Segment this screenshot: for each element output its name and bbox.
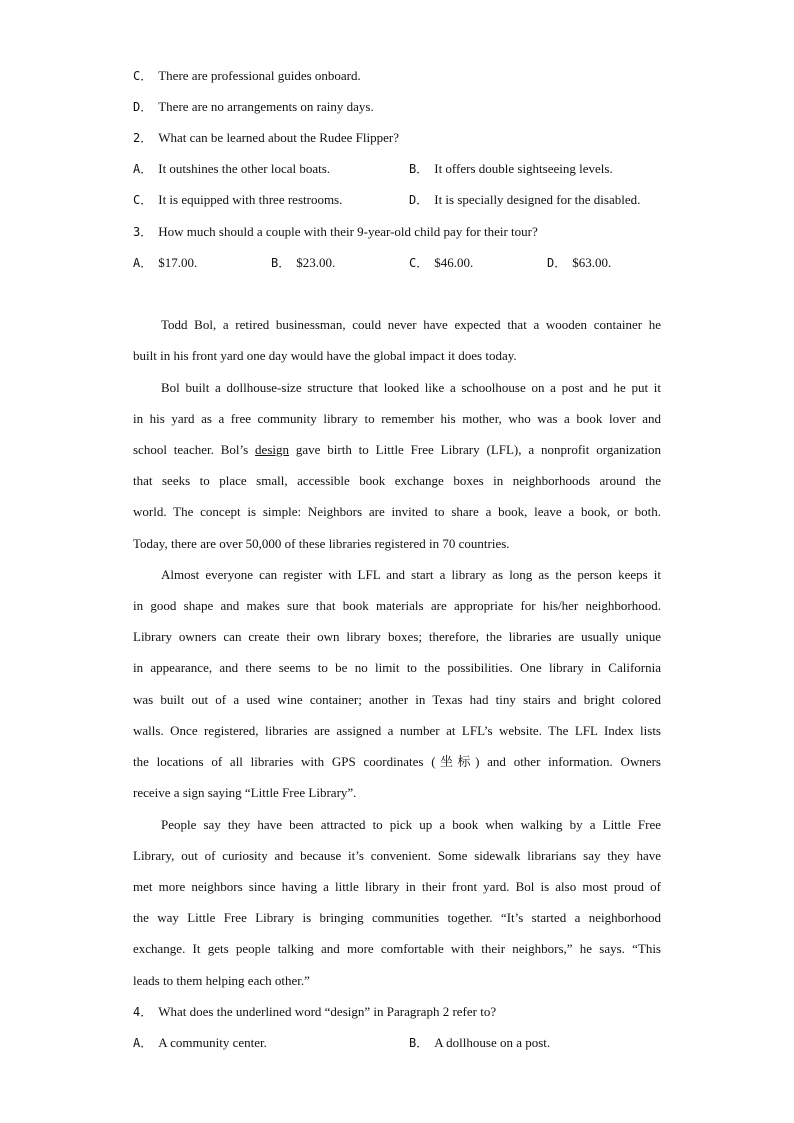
option-label: B． [271, 256, 291, 270]
option-label: C． [133, 193, 153, 207]
option-text: A dollhouse on a post. [434, 1035, 551, 1050]
passage-line: Library owners can create their own library boxes; therefore, the libraries are usually unique [133, 629, 661, 644]
question-number: 2． [133, 131, 153, 145]
passage-line: the way Little Free Library is bringing communities together. “It’s started a neighborhood [133, 910, 661, 925]
passage-line: was built out of a used wine container; another in Texas had tiny stairs and bright colored [133, 692, 661, 707]
q3-question [133, 224, 538, 240]
passage-line: built in his front yard one day would have the global impact it does today. [133, 348, 517, 363]
question-text: How much should a couple with their 9-year-old child pay for their tour? [158, 224, 538, 239]
passage-line: Almost everyone can register with LFL and start a library as long as the person keeps it [161, 567, 661, 582]
passage-line: the locations of all libraries with GPS coordinates (坐标) and other information. Owners [133, 754, 661, 769]
q3-option-a [133, 255, 197, 271]
passage-line: receive a sign saying “Little Free Library”. [133, 785, 357, 800]
q3-option-d [547, 255, 611, 271]
q2-option-a [133, 161, 330, 177]
passage-line: world. The concept is simple: Neighbors are invited to share a book, leave a book, or both. [133, 504, 661, 519]
passage-line: Bol built a dollhouse-size structure that looked like a schoolhouse on a post and he put it [161, 380, 661, 395]
passage-line: Library, out of curiosity and because it’s convenient. Some sidewalk librarians say they have [133, 848, 661, 863]
passage-line: walls. Once registered, libraries are assigned a number at LFL’s website. The LFL Index lists [133, 723, 661, 738]
option-label: A． [133, 1036, 153, 1050]
option-label: D． [409, 193, 429, 207]
passage-line: in good shape and makes sure that book materials are appropriate for his/her neighborhood. [133, 598, 661, 613]
option-label: B． [409, 1036, 429, 1050]
q1-option-c [133, 68, 361, 84]
passage-line: in appearance, and there seems to be no limit to the possibilities. One library in California [133, 660, 661, 675]
option-text: $63.00. [572, 255, 612, 270]
text-segment: gave birth to Little Free Library (LFL), a nonprofit organization [289, 442, 661, 457]
passage-line: that seeks to place small, accessible book exchange boxes in neighborhoods around the [133, 473, 661, 488]
question-text: What does the underlined word “design” in Paragraph 2 refer to? [158, 1004, 497, 1019]
passage-line: Today, there are over 50,000 of these libraries registered in 70 countries. [133, 536, 510, 551]
q3-option-b [271, 255, 335, 271]
q2-option-c [133, 192, 342, 208]
question-text: What can be learned about the Rudee Flipper? [158, 130, 399, 145]
option-label: D． [133, 100, 153, 114]
passage-line: exchange. It gets people talking and more comfortable with their neighbors,” he says. “This [133, 941, 661, 956]
option-label: C． [133, 69, 153, 83]
option-text: It offers double sightseeing levels. [434, 161, 613, 176]
q3-option-c [409, 255, 473, 271]
passage-line: met more neighbors since having a little library in their front yard. Bol is also most proud of [133, 879, 661, 894]
option-label: D． [547, 256, 567, 270]
option-text: There are no arrangements on rainy days. [158, 99, 374, 114]
passage-line: People say they have been attracted to pick up a book when walking by a Little Free [161, 817, 661, 832]
passage-line: leads to them helping each other.” [133, 973, 310, 988]
option-text: It is specially designed for the disabled. [434, 192, 641, 207]
q2-question [133, 130, 399, 146]
question-number: 3． [133, 225, 153, 239]
passage-line: in his yard as a free community library to remember his mother, who was a book lover and [133, 411, 661, 426]
option-text: $17.00. [158, 255, 198, 270]
q2-option-d [409, 192, 640, 208]
text-segment: school teacher. Bol’s [133, 442, 256, 457]
option-label: C． [409, 256, 429, 270]
passage-line: Todd Bol, a retired businessman, could never have expected that a wooden container he [161, 317, 661, 332]
option-label: A． [133, 256, 153, 270]
option-text: It outshines the other local boats. [158, 161, 331, 176]
q2-option-b [409, 161, 613, 177]
option-label: B． [409, 162, 429, 176]
q4-question [133, 1004, 496, 1020]
passage-line-with-underline [133, 442, 661, 458]
option-text: $46.00. [434, 255, 474, 270]
option-text: It is equipped with three restrooms. [158, 192, 343, 207]
q4-option-a [133, 1035, 267, 1051]
q1-option-d [133, 99, 374, 115]
option-text: There are professional guides onboard. [158, 68, 361, 83]
option-text: $23.00. [296, 255, 336, 270]
question-number: 4． [133, 1005, 153, 1019]
option-label: A． [133, 162, 153, 176]
q4-option-b [409, 1035, 550, 1051]
underlined-word-design: design [255, 442, 289, 457]
option-text: A community center. [158, 1035, 267, 1050]
